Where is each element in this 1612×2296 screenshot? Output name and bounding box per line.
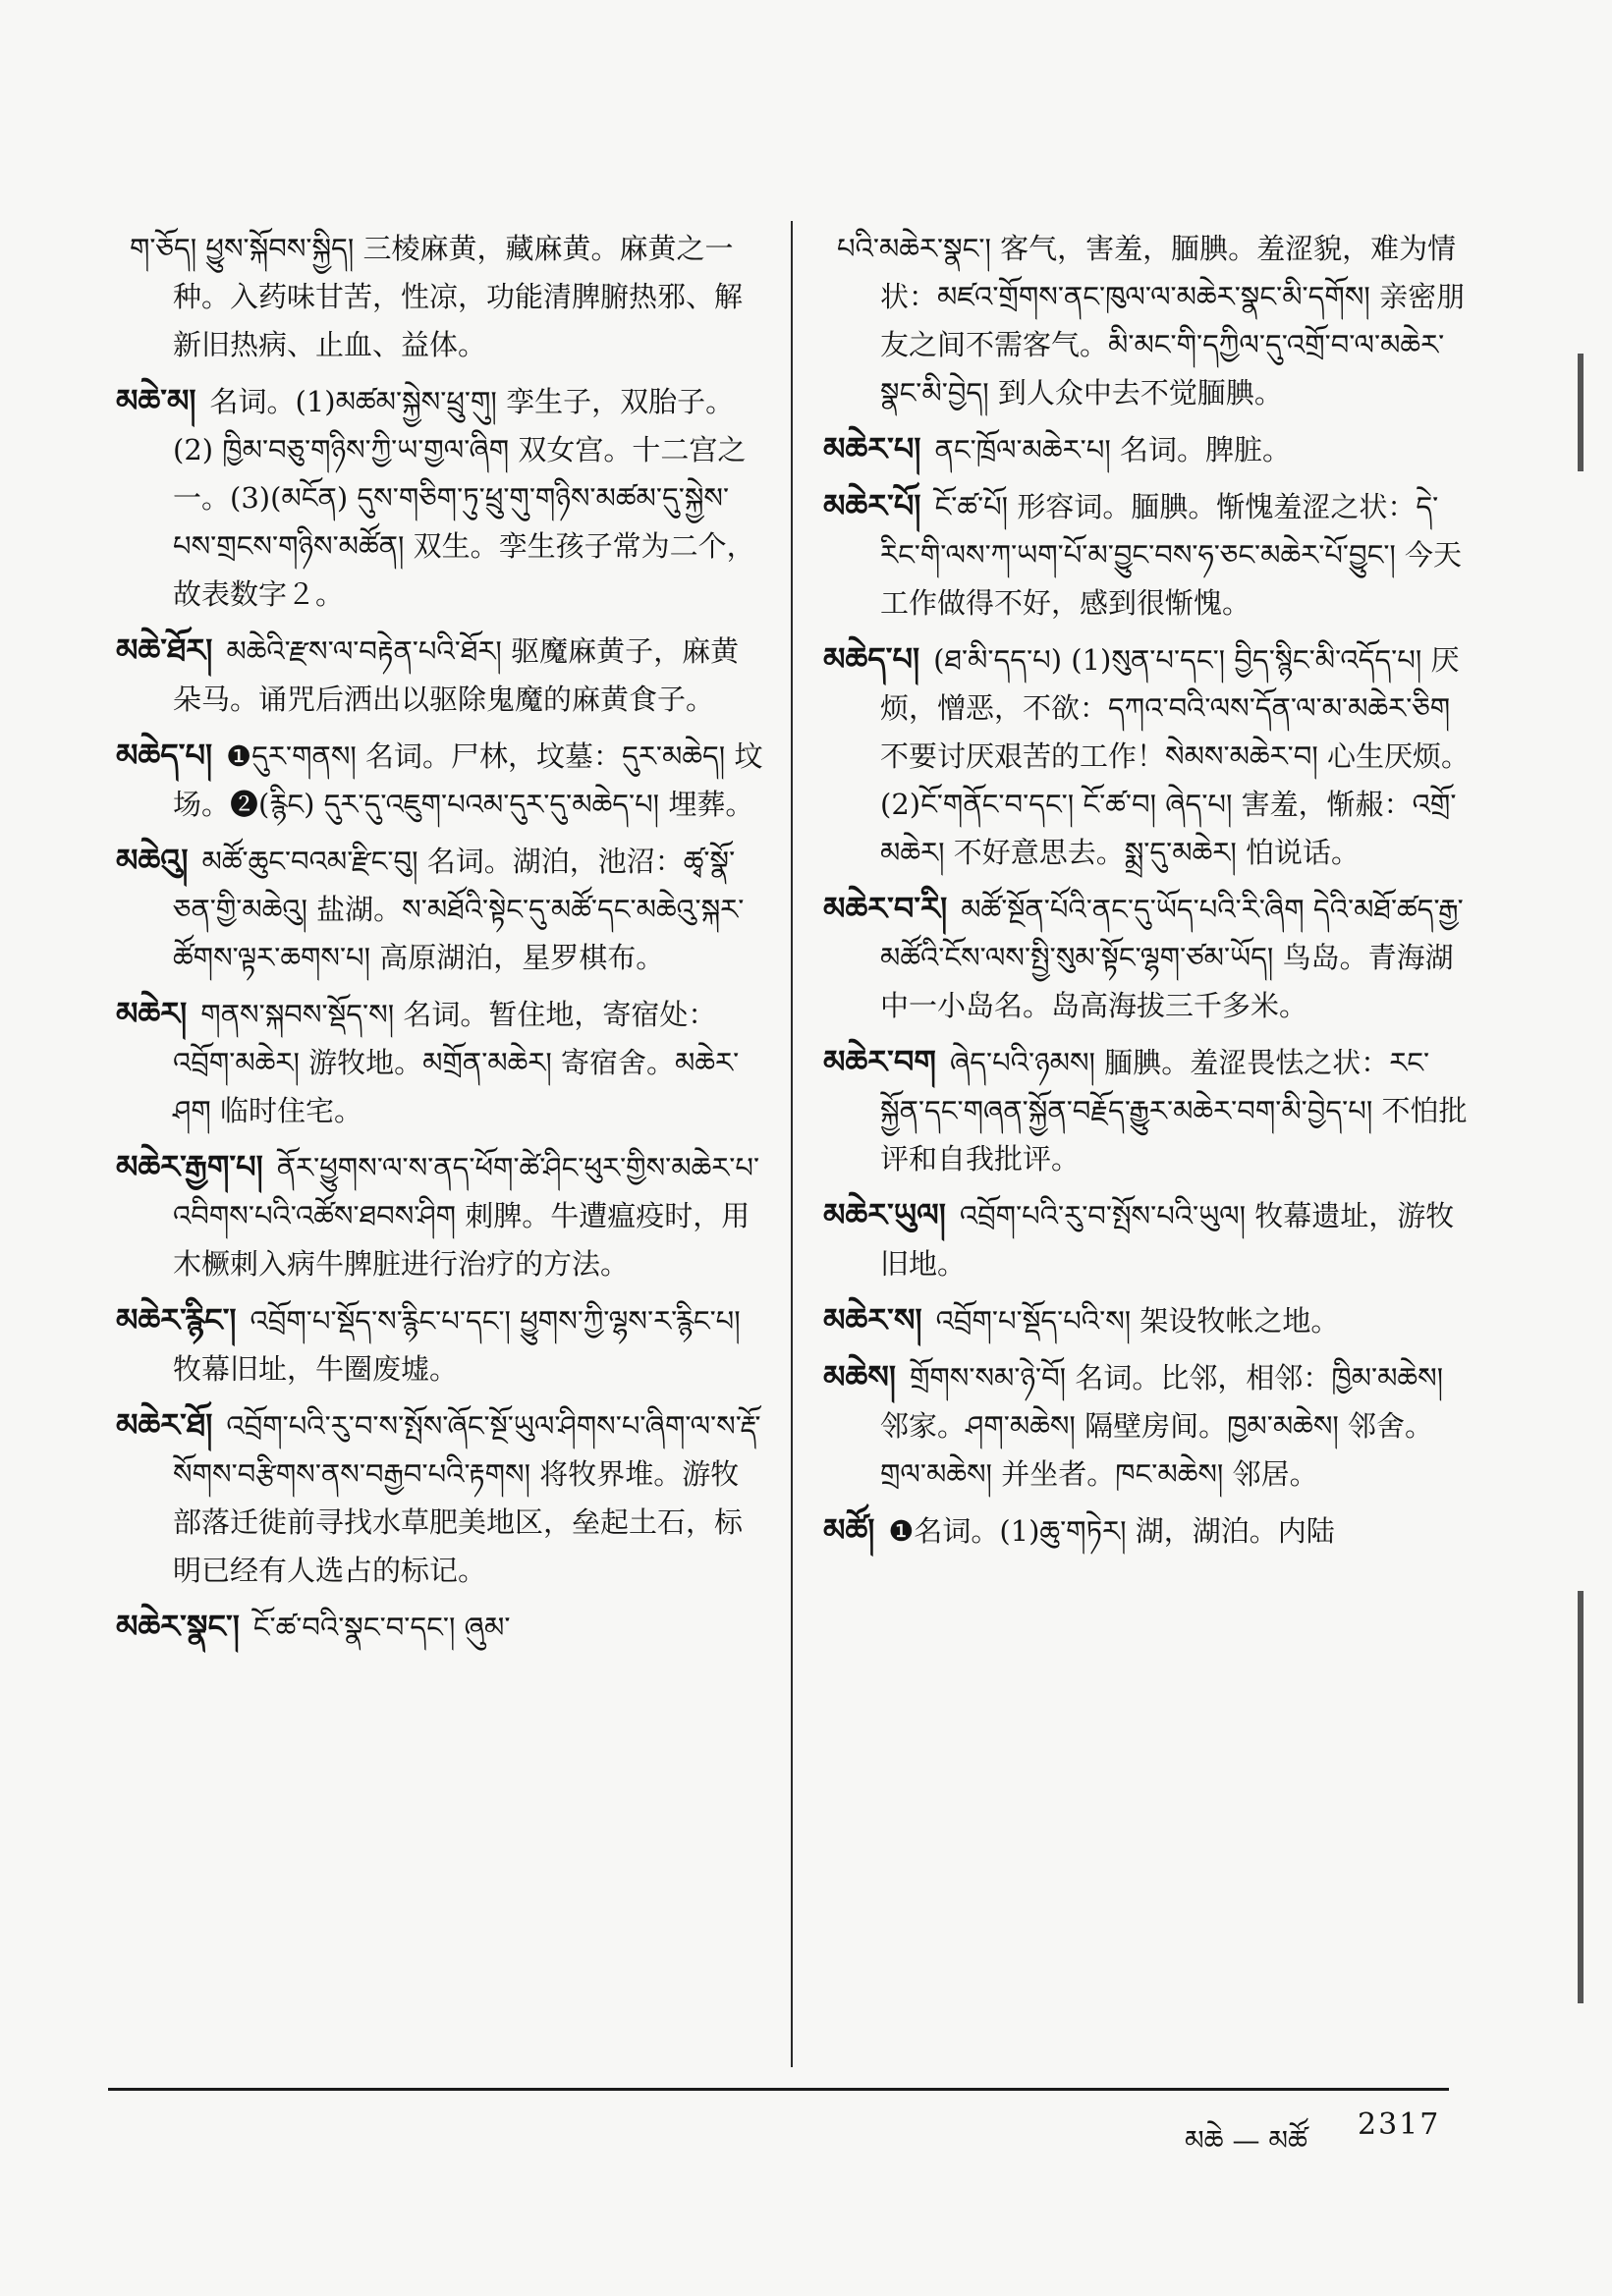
dictionary-entry	[116, 224, 764, 369]
entry-definition: འབྲོག་པ་སྡོད་པའི་ས། 架设牧帐之地。	[935, 1304, 1340, 1338]
entry-headword: མཆེས།	[823, 1358, 896, 1395]
entry-definition: འབྲོག་པ་སྡོད་ས་རྙིང་པ་དང་། ཕྱུགས་ཀྱི་ལྷས་ར་རྙིང་པ། 牧幕旧址，牛圈废墟。	[173, 1304, 741, 1386]
entry-definition: འབྲོག་པའི་རུ་བ་སྤོས་པའི་ཡུལ། 牧幕遗址，游牧旧地。	[880, 1199, 1455, 1281]
scan-edge-mark	[1578, 1591, 1584, 2003]
entry-headword: མཆེ་ཐོར།	[116, 631, 213, 669]
entry-definition: འབྲོག་པའི་རུ་བ་ས་སྤོས་ཞོང་སྔོ་ཡུལ་ཤིགས་པ་ཞིག་ལ་ས་རྡོ་སོགས་བརྩིགས་ནས་བརྒྱབ་པའི་རྟགས། 将牧界堆。游牧部落迁徙前寻找水草肥美地区，垒起土石，标明已经有人选占的标记。	[173, 1409, 761, 1587]
entry-headword: མཆེར་ཡུལ།	[823, 1196, 946, 1233]
entry-headword: མཆེའུ།	[116, 842, 189, 879]
dictionary-entry	[823, 885, 1472, 1030]
column-divider	[791, 221, 793, 2067]
entry-headword: མཆེར་པ།	[823, 430, 921, 467]
dictionary-entry	[823, 1191, 1472, 1288]
entry-headword: མཆེར་རྒྱག་པ།	[116, 1148, 263, 1185]
dictionary-entry	[116, 1143, 764, 1288]
entry-definition: ག་ཅོད། ཕྱུས་སྐོབས་སྐྱིད། 三棱麻黄，藏麻黄。麻黄之一种。入药味甘苦，性凉，功能清脾腑热邪、解新旧热病、止血、益体。	[130, 232, 744, 361]
dictionary-entry	[116, 377, 764, 619]
entry-definition: ཞེད་པའི་ཉམས། 腼腆。羞涩畏怯之状：རང་སྐྱོན་དང་གཞན་སྐྱོན་བརྗོད་རྒྱུར་མཆེར་བག་མི་བྱེད་པ། 不怕批评和自我批评。	[880, 1046, 1468, 1175]
dictionary-entry	[116, 1401, 764, 1595]
entry-headword: མཆེར་ཐོ།	[116, 1406, 213, 1444]
entry-headword: མཆེར་རྙིང་།	[116, 1301, 237, 1339]
entry-headword: མཆེར་བག	[823, 1043, 936, 1080]
entry-definition: (ཐ་མི་དད་པ) (1)སུན་པ་དང་། བྱིད་སྙིང་མི་འདོད་པ། 厌烦，憎恶，不欲：དཀའ་བའི་ལས་དོན་ལ་མ་མཆེར་ཅིག 不要讨厌艰苦的工作！སེམས་མཆེར་བ། 心生厌烦。(2)ངོ་གནོང་བ་དང་། ངོ་ཚ་བ། ཞེད་པ། 害羞，惭赧：འགྲོ་མཆེར། 不好意思去。སྨྲ་དུ་མཆེར། 怕说话。	[880, 643, 1471, 869]
entry-definition: གྲོགས་སམ་ཉེ་བོ། 名词。比邻，相邻：ཁྱིམ་མཆེས། 邻家。ཤག་མཆེས། 隔壁房间。ཁྱམ་མཆེས། 邻舍。གྲལ་མཆེས། 并坐者。ཁང་མཆེས། 邻居。	[880, 1361, 1444, 1491]
entry-headword: མཆེར་བ་རི།	[823, 890, 948, 927]
dictionary-entry	[116, 627, 764, 724]
dictionary-entry	[116, 1296, 764, 1394]
right-column	[823, 224, 1472, 1563]
entry-headword: མཆེར།	[116, 995, 188, 1032]
dictionary-entry	[823, 425, 1472, 474]
entry-definition: པའི་མཆེར་སྣང་། 客气，害羞，腼腆。羞涩貌，难为情状：མཛའ་གྲོགས་ནང་ཁུལ་ལ་མཆེར་སྣང་མི་དགོས། 亲密朋友之间不需客气。མི་མང་གི་དཀྱིལ་དུ་འགྲོ་བ་ལ་མཆེར་སྣང་མི་བྱེད། 到人众中去不觉腼腆。	[837, 232, 1466, 410]
entry-headword: མཆེ་མ།	[116, 382, 196, 419]
entry-headword: མཆེད་པ།	[116, 737, 213, 774]
entry-definition: ❶名词。(1)ཆུ་གཏེར། 湖，湖泊。内陆	[888, 1514, 1335, 1548]
dictionary-entry	[823, 482, 1472, 628]
page-number: 2317	[1358, 2107, 1441, 2142]
dictionary-entry	[116, 837, 764, 982]
dictionary-entry	[823, 1506, 1472, 1556]
entry-definition: 名词。(1)མཚམ་སྐྱེས་ཕྲུ་གུ། 孪生子，双胎子。(2) ཁྱིམ་བཅུ་གཉིས་ཀྱི་ཡ་གྱལ་ཞིག 双女宫。十二宫之一。(3)(མངོན) དུས་གཅིག་ཏུ་ཕྲུ་གུ་གཉིས་མཚམ་དུ་སྐྱེས་པས་གྲངས་གཉིས་མཚོན། 双生。孪生孩子常为二个，故表数字２。	[173, 385, 755, 611]
dictionary-entry	[823, 635, 1472, 877]
entry-definition: མཚོ་སྔོན་པོའི་ནང་དུ་ཡོད་པའི་རི་ཞིག དེའི་མཐོ་ཚད་རྒྱ་མཚོའི་ངོས་ལས་སྤྱི་སུམ་སྟོང་ལྷག་ཙམ་ཡོད། 鸟岛。青海湖中一小岛名。岛高海拔三千多米。	[880, 893, 1464, 1022]
entry-definition: ❶དུར་གནས། 名词。尸林，坟墓：དུར་མཆེད། 坟场。❷(རྙིང) དུར་དུ་འཇུག་པའམ་དུར་དུ་མཆེད་པ། 埋葬。	[173, 739, 763, 821]
entry-definition: ནང་ཁྲོལ་མཆེར་པ། 名词。脾脏。	[934, 433, 1291, 466]
dictionary-entry	[116, 1603, 764, 1652]
dictionary-entry	[823, 224, 1472, 417]
entry-headword: མཆེར་ས།	[823, 1301, 922, 1339]
entry-headword: མཚོ།	[823, 1511, 875, 1549]
footer-rule	[108, 2088, 1449, 2091]
entry-definition: ངོ་ཚ་བའི་སྣང་བ་དང་། ཞུམ་	[252, 1611, 511, 1644]
entry-definition: གནས་སྐབས་སྡོད་ས། 名词。暂住地，寄宿处：འབྲོག་མཆེར། 游牧地。མགྲོན་མཆེར། 寄宿舍。མཆེར་ཤག 临时住宅。	[173, 998, 740, 1127]
dictionary-entry	[823, 1296, 1472, 1345]
left-column	[116, 224, 764, 1660]
entry-headword: མཆེར་སྣང་།	[116, 1608, 240, 1645]
entry-definition: ནོར་ཕྱུགས་ལ་ས་ནད་ཕོག་ཚེ་ཤིང་ཕུར་གྱིས་མཆེར་པ་འབིགས་པའི་འཚོས་ཐབས་ཤིག 刺脾。牛遭瘟疫时，用木橛刺入病牛脾脏进行治疗的方法。	[173, 1151, 760, 1281]
entry-headword: མཆེར་པོ།	[823, 487, 921, 524]
entry-definition: ངོ་ཚ་པོ། 形容词。腼腆。惭愧羞涩之状：དེ་རིང་གི་ལས་ཀ་ཡག་པོ་མ་བྱུང་བས་ཧ་ཅང་མཆེར་པོ་བྱུང་། 今天工作做得不好，感到很惭愧。	[880, 490, 1463, 620]
dictionary-entry	[116, 732, 764, 829]
guide-words: མཆེ — མཚོ	[1185, 2124, 1307, 2157]
scan-edge-mark	[1578, 354, 1584, 471]
entry-headword: མཆེད་པ།	[823, 640, 920, 678]
entry-definition: མཚོ་ཆུང་བའམ་རྫིང་བུ། 名词。湖泊，池沼：ཚྭ་སྣོ་ཅན་གྱི་མཆེའུ། 盐湖。ས་མཐོའི་སྟེང་དུ་མཚོ་དང་མཆེའུ་སྐར་ཚོགས་ལྟར་ཆགས་པ། 高原湖泊，星罗棋布。	[173, 845, 745, 974]
dictionary-entry	[823, 1038, 1472, 1183]
dictionary-entry	[823, 1353, 1472, 1499]
dictionary-entry	[116, 990, 764, 1135]
entry-definition: མཆེའི་རྫས་ལ་བརྟེན་པའི་ཐོར། 驱魔麻黄子，麻黄朵马。诵咒后洒出以驱除鬼魔的麻黄食子。	[173, 634, 740, 716]
